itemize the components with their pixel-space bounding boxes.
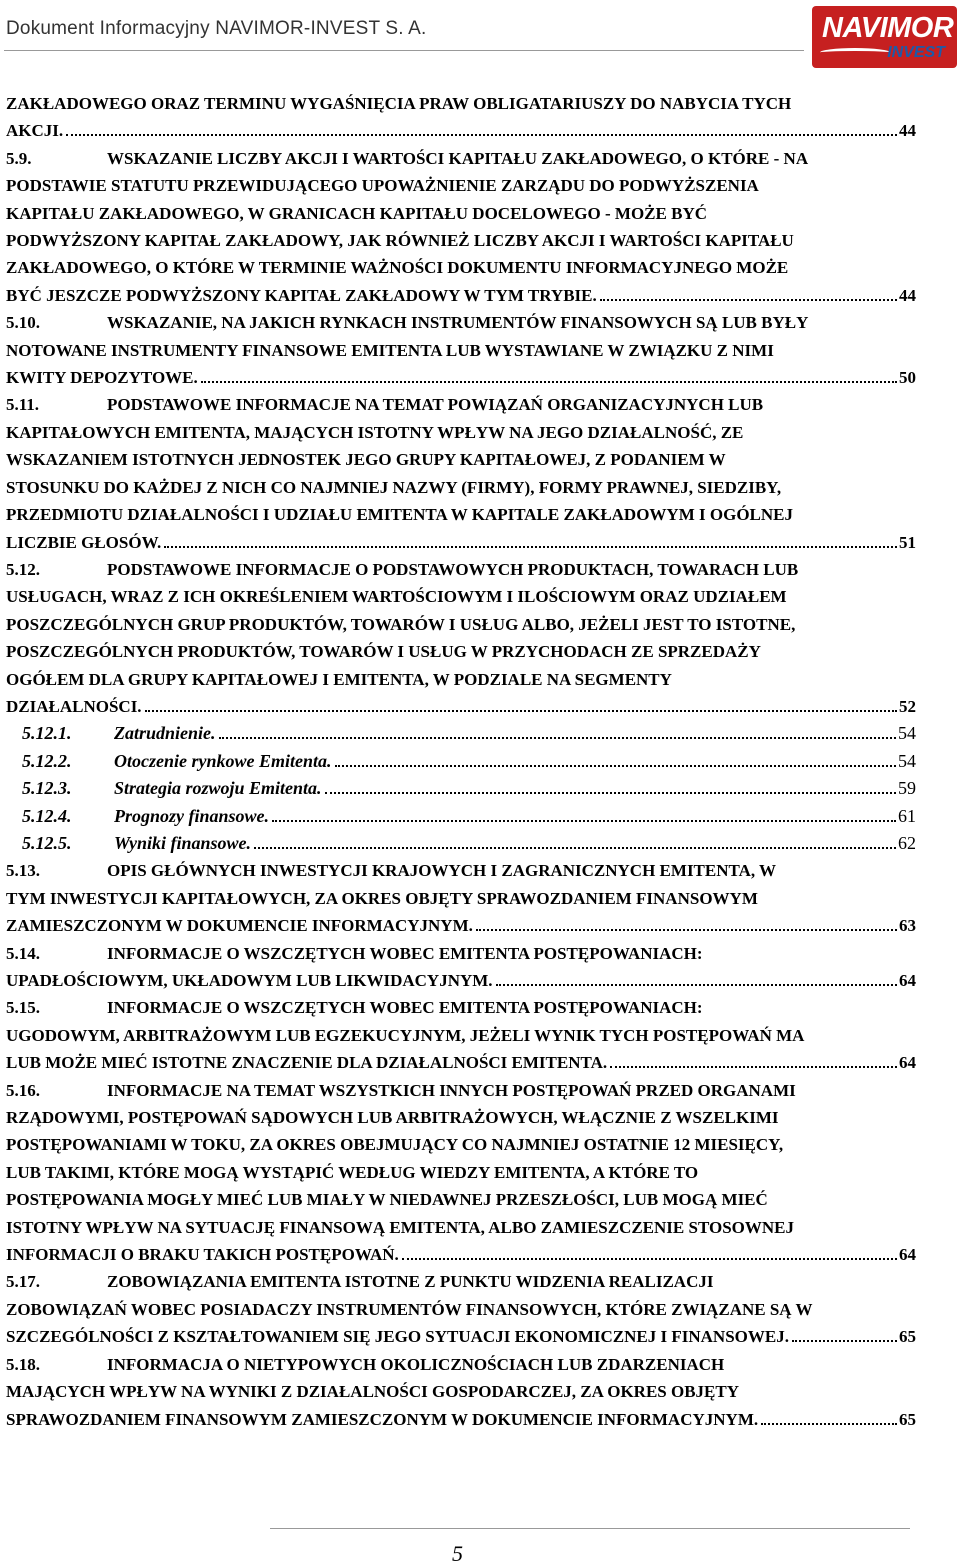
toc-page-number: 64 [899,1245,916,1265]
logo-text-secondary: INVEST [887,44,945,61]
toc-entry-line: PODSTAWIE STATUTU PRZEWIDUJĄCEGO UPOWAŻNIENIE ZARZĄDU DO PODWYŻSZENIA [6,176,759,196]
toc-page-number: 61 [898,805,916,826]
toc-entry-line: MAJĄCYCH WPŁYW NA WYNIKI Z DZIAŁALNOŚCI GOSPODARCZEJ, ZA OKRES OBJĘTY [6,1382,740,1402]
toc-entry[interactable] [6,857,916,939]
toc-entry[interactable] [6,145,916,309]
toc-subentry-number: 5.12.1. [22,723,72,744]
toc-entry-last-line [6,1241,916,1268]
toc-entry-title: PODSTAWOWE INFORMACJE O PODSTAWOWYCH PRODUKTACH, TOWARACH LUB [107,559,799,579]
toc-leader-dots [761,1423,897,1425]
header-divider [4,50,804,51]
toc-entry-line: USŁUGACH, WRAZ Z ICH OKREŚLENIEM WARTOŚCIOWYM I ILOŚCIOWYM ORAZ UDZIAŁEM [6,587,787,607]
toc-leader-dots [272,820,896,822]
toc-entry-last-line [6,1323,916,1350]
toc-entry-last-line [6,912,916,939]
document-header-title: Dokument Informacyjny NAVIMOR-INVEST S. A. [6,18,427,39]
toc-entry-line: PRZEDMIOTU DZIAŁALNOŚCI I UDZIAŁU EMITENTA W KAPITALE ZAKŁADOWYM I OGÓLNEJ [6,505,793,525]
toc-leader-dots [254,847,896,849]
toc-entry-line: NOTOWANE INSTRUMENTY FINANSOWE EMITENTA LUB WYSTAWIANE W ZWIĄZKU Z NIMI [6,340,774,360]
footer-divider [270,1528,910,1529]
toc-entry-line: TYM INWESTYCJI KAPITAŁOWYCH, ZA OKRES OBJĘTY SPRAWOZDANIEM FINANSOWYM [6,888,758,908]
toc-page-number: 52 [899,696,916,716]
toc-entry-line: ZOBOWIĄZAŃ WOBEC POSIADACZY INSTRUMENTÓW FINANSOWYCH, KTÓRE ZWIĄZANE SĄ W [6,1299,813,1319]
toc-entry-first-line [6,556,916,583]
toc-entry[interactable] [6,90,916,145]
toc-entry-last-line [6,1406,916,1433]
toc-entry-number: 5.16. [6,1080,40,1100]
toc-entry-title-end: ZAMIESZCZONYM W DOKUMENCIE INFORMACYJNYM. [6,916,473,936]
toc-page-number: 65 [899,1327,916,1347]
toc-entry-title-end: SPRAWOZDANIEM FINANSOWYM ZAMIESZCZONYM W DOKUMENCIE INFORMACYJNYM. [6,1409,759,1429]
toc-entry-line: POSTĘPOWANIA MOGŁY MIEĆ LUB MIAŁY W NIEDAWNEJ PRZESZŁOŚCI, LUB MOGĄ MIEĆ [6,1190,768,1210]
toc-entry-line: ZAKŁADOWEGO, O KTÓRE W TERMINIE WAŻNOŚCI DOKUMENTU INFORMACYJNEGO MOŻE [6,258,789,278]
toc-entry-number: 5.9. [6,148,32,168]
toc-page-number: 44 [899,285,916,305]
toc-page-number: 62 [898,832,916,853]
toc-subentry[interactable] [6,775,916,802]
toc-entry-first-line [6,1268,916,1295]
toc-page-number: 50 [899,368,916,388]
toc-entry-line: ZAKŁADOWEGO ORAZ TERMINU WYGAŚNIĘCIA PRAW OBLIGATARIUSZY DO NABYCIA TYCH [6,94,792,113]
toc-subentry-title: Zatrudnienie. [114,723,216,744]
toc-entry-first-line [6,857,916,884]
toc-entry-line: POSZCZEGÓLNYCH GRUP PRODUKTÓW, TOWARÓW I USŁUG ALBO, JEŻELI JEST TO ISTOTNE, [6,614,796,634]
toc-leader-dots [219,737,896,739]
toc-entry-first-line [6,1077,916,1104]
toc-subentry[interactable] [6,830,916,857]
toc-entry-first-line [6,940,916,967]
toc-subentry-number: 5.12.3. [22,778,72,799]
toc-entry[interactable] [6,391,916,555]
toc-entry-first-line [6,309,916,336]
toc-entry-number: 5.11. [6,395,40,415]
toc-entry-title-end: INFORMACJI O BRAKU TAKICH POSTĘPOWAŃ. [6,1245,399,1265]
toc-entry-number: 5.15. [6,998,40,1018]
toc-entry[interactable] [6,1077,916,1269]
toc-entry-title: INFORMACJE O WSZCZĘTYCH WOBEC EMITENTA POSTĘPOWANIACH: [107,998,703,1018]
toc-subentry-title: Strategia rozwoju Emitenta. [114,778,322,799]
toc-entry-number: 5.13. [6,861,40,881]
toc-entry-title: ZOBOWIĄZANIA EMITENTA ISTOTNE Z PUNKTU WIDZENIA REALIZACJI [107,1272,714,1292]
toc-entry-line: UGODOWYM, ARBITRAŻOWYM LUB EGZEKUCYJNYM, JEŻELI WYNIK TYCH POSTĘPOWAŃ MA [6,1025,805,1045]
toc-entry-first-line [6,145,916,172]
toc-entry-line: KAPITAŁU ZAKŁADOWEGO, W GRANICACH KAPITAŁU DOCELOWEGO - MOŻE BYĆ [6,203,708,223]
toc-entry-title-end: UPADŁOŚCIOWYM, UKŁADOWYM LUB LIKWIDACYJNYM. [6,971,493,990]
toc-entry-last-line [6,693,916,720]
toc-entry-line: LUB TAKIMI, KTÓRE MOGĄ WYSTĄPIĆ WEDŁUG WIEDZY EMITENTA, A KTÓRE TO [6,1162,699,1182]
toc-entry-last-line [6,282,916,309]
toc-subentry-number: 5.12.5. [22,832,72,853]
toc-entry-title: INFORMACJE O WSZCZĘTYCH WOBEC EMITENTA POSTĘPOWANIACH: [107,943,703,963]
toc-entry-line: RZĄDOWYMI, POSTĘPOWAŃ SĄDOWYCH LUB ARBITRAŻOWYCH, WŁĄCZNIE Z WSZELKIMI [6,1108,779,1128]
toc-entry-line: ISTOTNY WPŁYW NA SYTUACJĘ FINANSOWĄ EMITENTA, ALBO ZAMIESZCZENIE STOSOWNEJ [6,1217,795,1237]
toc-entry-line: POSTĘPOWANIAMI W TOKU, ZA OKRES OBEJMUJĄCY CO NAJMNIEJ OSTATNIE 12 MIESIĘCY, [6,1135,784,1155]
logo-wave [820,48,890,57]
toc-entry-title: PODSTAWOWE INFORMACJE NA TEMAT POWIĄZAŃ ORGANIZACYJNYCH LUB [107,395,764,415]
toc-leader-dots [476,929,897,931]
toc-page-number: 51 [899,532,916,552]
toc-subentry[interactable] [6,720,916,747]
toc-entry-first-line [6,1351,916,1378]
toc-leader-dots [402,1258,897,1260]
toc-subentry-title: Otoczenie rynkowe Emitenta. [114,750,332,771]
toc-entry-title: INFORMACJA O NIETYPOWYCH OKOLICZNOŚCIACH LUB ZDARZENIACH [107,1354,725,1374]
toc-entry-title-end: DZIAŁALNOŚCI. [6,696,142,716]
toc-entry-title: INFORMACJE NA TEMAT WSZYSTKICH INNYCH POSTĘPOWAŃ PRZED ORGANAMI [107,1080,796,1100]
page-number: 5 [452,1541,463,1566]
toc-entry-title-end: KWITY DEPOZYTOWE. [6,368,198,388]
toc-leader-dots [66,134,897,136]
toc-page-number: 44 [899,121,916,141]
toc-entry-line: KAPITAŁOWYCH EMITENTA, MAJĄCYCH ISTOTNY WPŁYW NA JEGO DZIAŁALNOŚĆ, ZE [6,422,744,442]
toc-page-number: 64 [899,971,916,990]
toc-leader-dots [335,765,897,767]
toc-entry-line: PODWYŻSZONY KAPITAŁ ZAKŁADOWY, JAK RÓWNIEŻ LICZBY AKCJI I WARTOŚCI KAPITAŁU [6,231,794,251]
toc-entry[interactable] [6,556,916,720]
toc-entry-last-line [6,967,916,994]
toc-entry-line: STOSUNKU DO KAŻDEJ Z NICH CO NAJMNIEJ NAZWY (FIRMY), FORMY PRAWNEJ, SIEDZIBY, [6,477,782,497]
toc-entry-line: OGÓŁEM DLA GRUPY KAPITAŁOWEJ I EMITENTA, W PODZIALE NA SEGMENTY [6,669,672,689]
toc-entry-last-line [6,529,916,556]
toc-leader-dots [610,1066,897,1068]
toc-entry-title-end: LICZBIE GŁOSÓW. [6,532,162,552]
toc-leader-dots [145,710,897,712]
toc-page-number: 64 [899,1053,916,1073]
toc-leader-dots [325,792,896,794]
toc-entry-first-line [6,994,916,1021]
toc-entry-last-line [6,364,916,391]
toc-subentry-number: 5.12.2. [22,750,72,771]
toc-entry-number: 5.10. [6,313,40,333]
toc-entry-title: WSKAZANIE LICZBY AKCJI I WARTOŚCI KAPITAŁU ZAKŁADOWEGO, O KTÓRE - NA [107,148,809,168]
toc-entry-title-end: SZCZEGÓLNOŚCI Z KSZTAŁTOWANIEM SIĘ JEGO SYTUACJI EKONOMICZNEJ I FINANSOWEJ. [6,1327,789,1347]
toc-entry[interactable] [6,940,916,995]
toc-entry-number: 5.17. [6,1272,40,1292]
toc-entry-title-end: LUB MOŻE MIEĆ ISTOTNE ZNACZENIE DLA DZIAŁALNOŚCI EMITENTA. [6,1053,608,1073]
toc-page-number: 63 [899,916,916,936]
toc-entry-last-line [6,117,916,144]
table-of-contents [6,90,916,1433]
toc-leader-dots [600,299,897,301]
toc-page-number: 54 [898,723,916,744]
toc-entry-title: OPIS GŁÓWNYCH INWESTYCJI KRAJOWYCH I ZAGRANICZNYCH EMITENTA, W [107,861,777,881]
toc-subentry-number: 5.12.4. [22,805,72,826]
toc-subentry[interactable] [6,748,916,775]
toc-entry[interactable] [6,309,916,391]
toc-entry[interactable] [6,994,916,1076]
toc-entry[interactable] [6,1351,916,1433]
toc-entry-line: POSZCZEGÓLNYCH PRODUKTÓW, TOWARÓW I USŁUG W PRZYCHODACH ZE SPRZEDAŻY [6,642,761,662]
toc-entry-title: WSKAZANIE, NA JAKICH RYNKACH INSTRUMENTÓW FINANSOWYCH SĄ LUB BYŁY [107,313,809,333]
toc-entry-title-end: AKCJI. [6,121,64,141]
toc-subentry-title: Wyniki finansowe. [114,832,252,853]
toc-entry-number: 5.14. [6,943,40,963]
toc-page-number: 54 [898,750,916,771]
toc-page-number: 65 [899,1409,916,1429]
toc-entry-number: 5.12. [6,559,40,579]
toc-entry-first-line [6,391,916,418]
toc-entry[interactable] [6,1268,916,1350]
toc-subentry-title: Prognozy finansowe. [114,805,270,826]
toc-leader-dots [496,984,897,986]
toc-entry-number: 5.18. [6,1354,40,1374]
navimor-invest-logo [812,6,957,68]
toc-entry-last-line [6,1049,916,1076]
logo-text-primary: NAVIMOR [822,12,954,44]
toc-entry-line: WSKAZANIEM ISTOTNYCH JEDNOSTEK JEGO GRUPY KAPITAŁOWEJ, Z PODANIEM W [6,450,726,470]
toc-subentry[interactable] [6,803,916,830]
toc-leader-dots [201,381,897,383]
toc-leader-dots [792,1340,897,1342]
toc-page-number: 59 [898,778,916,799]
toc-entry-title-end: BYĆ JESZCZE PODWYŻSZONY KAPITAŁ ZAKŁADOWY W TYM TRYBIE. [6,285,597,305]
toc-leader-dots [164,546,897,548]
